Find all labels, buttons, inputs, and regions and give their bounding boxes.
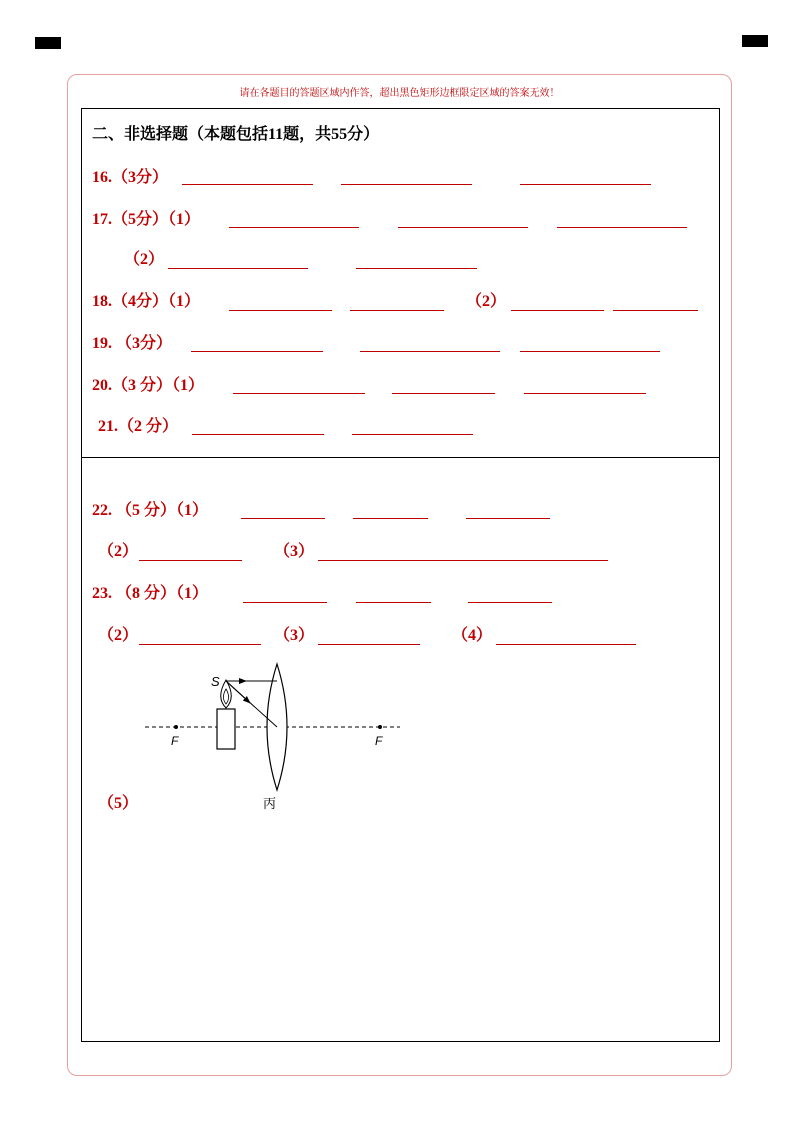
q20-blank-3[interactable] [524,393,646,394]
q17-blank-2[interactable] [398,227,528,228]
q22-blank-5[interactable] [318,560,608,561]
q20-blank-2[interactable] [392,393,495,394]
q23-blank-6[interactable] [496,644,636,645]
q18-blank-3[interactable] [511,310,604,311]
q22-label: 22. （5 分）（1） [92,502,209,519]
notice-text: 请在各题目的答题区域内作答，超出黑色矩形边框限定区域的答案无效！ [239,88,560,99]
q23-label: 23. （8 分）（1） [92,585,209,602]
q23-blank-4[interactable] [139,644,261,645]
answer-box-lower [81,457,720,1042]
q17-part2-label: （2） [124,251,165,268]
figure-caption: 丙 [263,796,277,811]
q17-blank-3[interactable] [557,227,687,228]
q19-blank-3[interactable] [520,351,660,352]
q23-blank-3[interactable] [468,602,552,603]
q23-blank-2[interactable] [356,602,431,603]
q21-label: 21.（2 分） [98,418,179,435]
q18-blank-4[interactable] [613,310,698,311]
q18-label: 18.（4分）（1） [92,293,201,310]
q22-blank-2[interactable] [353,518,428,519]
q20-blank-1[interactable] [233,393,365,394]
alignment-mark-left [35,37,61,49]
q23-blank-1[interactable] [243,602,327,603]
q23-part5-label: （5） [98,795,139,812]
label-focus-left: F [171,734,179,748]
q23-part3-label: （3） [274,627,315,644]
q16-label: 16.（3分） [92,169,169,186]
q19-label: 19. （3分） [92,335,173,352]
label-s: S [211,674,220,689]
q21-blank-2[interactable] [352,434,473,435]
q17-label: 17.（5分）（1） [92,211,201,228]
q22-blank-4[interactable] [139,560,242,561]
q22-blank-3[interactable] [466,518,550,519]
q17-blank-4[interactable] [168,268,308,269]
q16-blank-3[interactable] [520,184,651,185]
q16-blank-1[interactable] [182,184,313,185]
label-focus-right: F [375,734,383,748]
q18-blank-2[interactable] [350,310,444,311]
answer-box-upper [81,108,720,458]
q17-blank-1[interactable] [229,227,359,228]
q20-label: 20.（3 分）（1） [92,377,205,394]
q21-blank-1[interactable] [192,434,324,435]
q23-part2-label: （2） [98,627,139,644]
q19-blank-1[interactable] [191,351,323,352]
q18-blank-1[interactable] [229,310,332,311]
q23-part4-label: （4） [452,627,493,644]
q22-part2-label: （2） [98,543,139,560]
alignment-mark-right [742,35,768,47]
section-title: 二、非选择题（本题包括11题，共55分） [92,126,380,143]
q22-part3-label: （3） [274,543,315,560]
q17-blank-5[interactable] [356,268,477,269]
q19-blank-2[interactable] [360,351,500,352]
q23-blank-5[interactable] [318,644,420,645]
q22-blank-1[interactable] [241,518,325,519]
q18-part2-label: （2） [466,293,507,310]
q16-blank-2[interactable] [341,184,472,185]
